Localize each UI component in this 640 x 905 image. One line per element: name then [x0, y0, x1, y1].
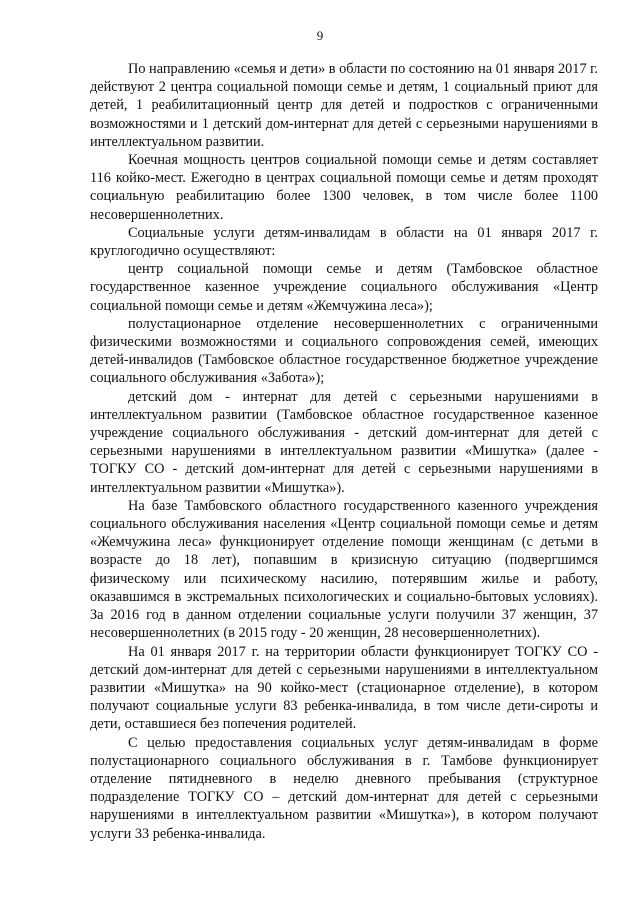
page-number: 9 — [316, 28, 324, 43]
list-item-center-zhemchuzhina: центр социальной помощи семье и детям (Тамбовское областное государственное казенное учреждение социального обслуживания «Центр социальной помощи семье и детям «Жемчужина леса»); — [90, 261, 598, 314]
list-item-zabota-department: полустационарное отделение несовершеннолетних с ограниченными физическими возможностями и социального сопровождения семей, имеющих детей-инвалидов (Тамбовское областное государственное бюджетное учреждение социального обслуживания «Забота»); — [90, 315, 598, 387]
paragraph-mishutka-capacity: На 01 января 2017 г. на территории области функционирует ТОГКУ СО - детский дом-интернат для детей с серьезными нарушениями в интеллектуальном развитии «Мишутка» на 90 койко-мест (стационарное отделение), в котором получают социальные услуги 83 ребенка-инвалида, в том числе дети-сироты и дети, оставшиеся без попечения родителей. — [90, 643, 598, 733]
paragraph-women-assistance: На базе Тамбовского областного государственного казенного учреждения социального обслуживания населения «Центр социальной помощи семье и детям «Жемчужина леса» функционирует отделение помощи женщинам (с детьми в возрасте до 18 лет), попавшим в кризисную ситуацию (подвергшимся физическому или психическому насилию, потерявшим жилье и работу, оказавшимся в экстремальных психологических и социально-бытовых условиях). За 2016 год в данном отделении социальные услуги получили 37 женщин, 37 несовершеннолетних (в 2015 году - 20 женщин, 28 несовершеннолетних). — [90, 497, 598, 642]
document-body — [90, 60, 598, 843]
paragraph-bed-capacity: Коечная мощность центров социальной помощи семье и детям составляет 116 койко-мест. Ежегодно в центрах социальной помощи семье и детям проходят социальную реабилитацию более 1300 человек, в том числе более 1100 несовершеннолетних. — [90, 152, 598, 223]
paragraph-services-intro: Социальные услуги детям-инвалидам в области на 01 января 2017 г. круглогодично осуществляют: — [90, 224, 598, 260]
list-item-mishutka-home: детский дом - интернат для детей с серьезными нарушениями в интеллектуальном развитии (Тамбовское областное государственное казенное учреждение социального обслуживания - детский дом-интернат для детей с серьезными нарушениями в интеллектуальном развитии «Мишутка» (далее - ТОГКУ СО - детский дом-интернат для детей с серьезными нарушениями в интеллектуальном развитии «Мишутка»). — [90, 388, 598, 496]
paragraph-family-children-institutions: По направлению «семья и дети» в области по состоянию на 01 января 2017 г. действуют 2 центра социальной помощи семье и детям, 1 социальный приют для детей, 1 реабилитационный центр для детей и подростков с ограниченными возможностями и 1 детский дом-интернат для детей с серьезными нарушениями в интеллектуальном развитии. — [90, 61, 598, 150]
paragraph-day-care: С целью предоставления социальных услуг детям-инвалидам в форме полустационарного социального обслуживания в г. Тамбове функционирует отделение пятидневного в неделю дневного пребывания (структурное подразделение ТОГКУ СО – детский дом-интернат для детей с серьезными нарушениями в интеллектуальном развитии «Мишутка»), в котором получают услуги 33 ребенка-инвалида. — [90, 734, 598, 842]
